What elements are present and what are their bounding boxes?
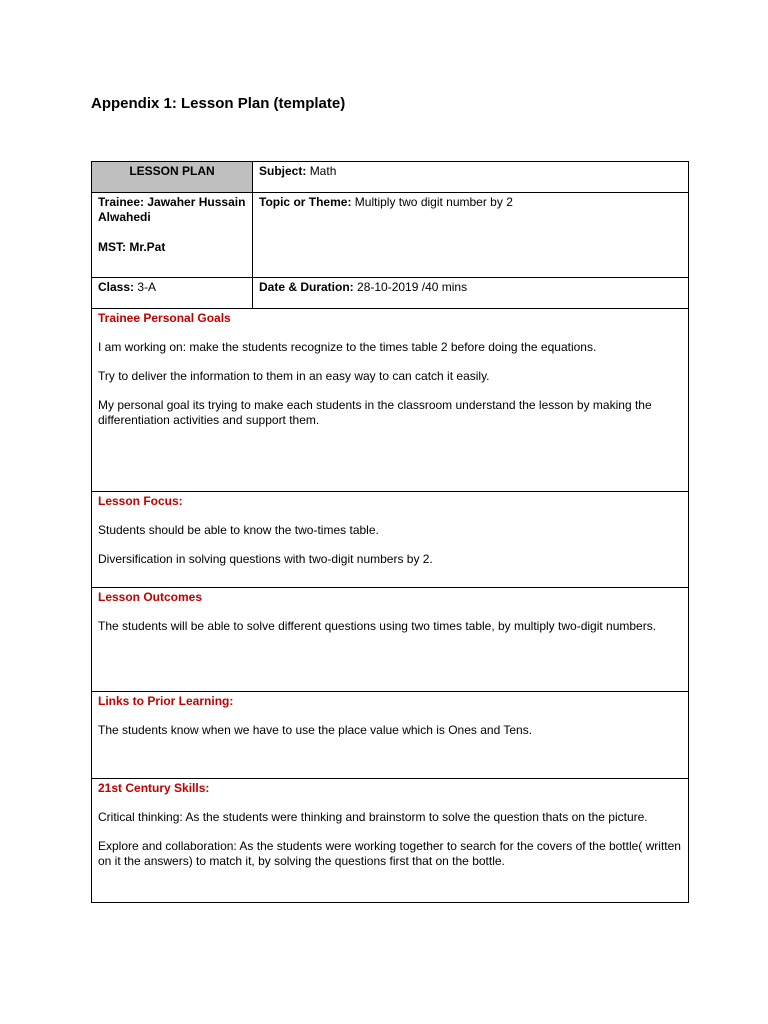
trainee-cell [92,193,253,278]
lesson-plan-table [91,161,689,903]
table-row-lesson-focus [92,492,689,588]
class-cell [92,278,253,309]
personal-goals-cell [92,309,689,492]
subject-cell [253,162,689,193]
personal-goals-paragraph: My personal goal its trying to make each students in the classroom understand the lesson by making the differentiation activities and support them. [98,398,652,427]
table-row-trainee [92,193,689,278]
table-row-personal-goals [92,309,689,492]
lesson-focus-paragraph: Diversification in solving questions with two-digit numbers by 2. [98,552,433,566]
subject-value: Math [309,164,337,178]
century-skills-heading: 21st Century Skills: [98,781,210,795]
century-skills-cell [92,779,689,903]
mst-label: MST: [98,240,126,254]
century-skills-paragraph: Critical thinking: As the students were thinking and brainstorm to solve the question thats on the picture. [98,810,648,824]
mst-value: Mr.Pat [129,240,166,254]
trainee-label: Trainee: [98,195,145,209]
topic-cell [253,193,689,278]
topic-value: Multiply two digit number by 2 [354,195,513,209]
date-label: Date & Duration: [259,280,354,294]
prior-learning-paragraph: The students know when we have to use the place value which is Ones and Tens. [98,723,533,737]
table-row-lesson-outcomes [92,588,689,692]
lesson-outcomes-heading: Lesson Outcomes [98,590,203,604]
lesson-outcomes-paragraph: The students will be able to solve different questions using two times table, by multiply two-digit numbers. [98,619,657,633]
document-title: Appendix 1: Lesson Plan (template) [91,95,346,112]
date-cell [253,278,689,309]
date-value: 28-10-2019 /40 mins [357,280,468,294]
prior-learning-cell [92,692,689,779]
lesson-outcomes-cell [92,588,689,692]
trainee-value: Jawaher Hussain Alwahedi [98,195,246,224]
lesson-focus-cell [92,492,689,588]
class-label: Class: [98,280,135,294]
table-row-class [92,278,689,309]
trainee-line [98,193,246,225]
prior-learning-heading: Links to Prior Learning: [98,694,234,708]
personal-goals-paragraph: I am working on: make the students recognize to the times table 2 before doing the equations. [98,340,597,354]
lesson-plan-header-cell [92,162,253,193]
table-row-header [92,162,689,193]
lesson-focus-paragraph: Students should be able to know the two-times table. [98,523,379,537]
table-row-prior-learning [92,692,689,779]
lesson-plan-label: LESSON PLAN [129,164,215,178]
topic-label: Topic or Theme: [259,195,352,209]
subject-label: Subject: [259,164,307,178]
century-skills-paragraph: Explore and collaboration: As the students were working together to search for the covers of the bottle( written on it the answers) to match it, by solving the questions first that on the bottle. [98,839,681,868]
lesson-focus-heading: Lesson Focus: [98,494,183,508]
mst-line [98,240,246,255]
table-row-21st-century-skills [92,779,689,903]
personal-goals-paragraph: Try to deliver the information to them in an easy way to can catch it easily. [98,369,490,383]
class-value: 3-A [137,280,157,294]
personal-goals-heading: Trainee Personal Goals [98,311,231,325]
